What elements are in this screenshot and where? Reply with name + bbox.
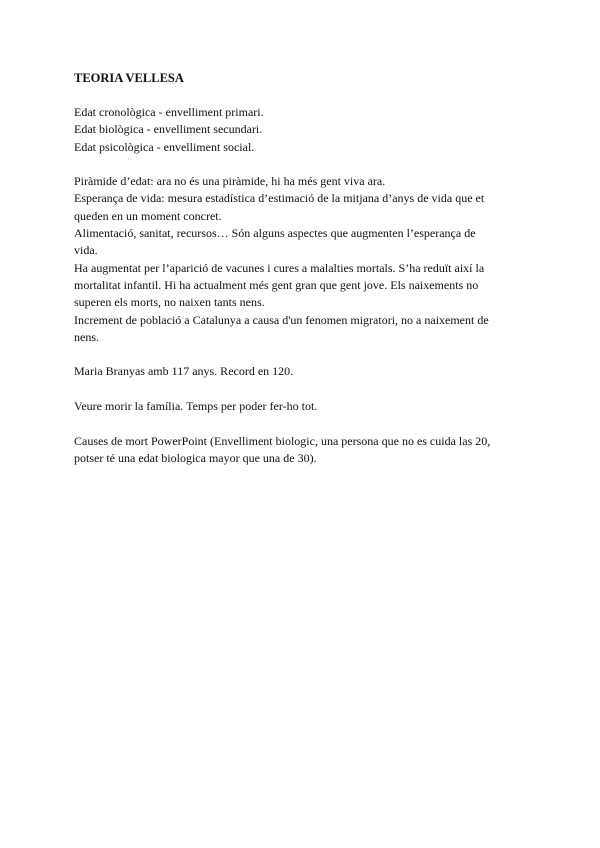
paragraph (74, 173, 534, 346)
paragraph (74, 363, 534, 380)
text-line: Edat cronològica - envelliment primari. (74, 105, 264, 119)
text-line: Edat psicològica - envelliment social. (74, 139, 255, 154)
text-line: Alimentació, sanitat, recursos… Són alguns aspectes que augmenten l’esperança de (74, 226, 476, 241)
document-body (74, 104, 534, 467)
text-line: vida. (74, 243, 98, 258)
text-line: Ha augmentat per l’aparició de vacunes i cures a malalties mortals. S’ha reduït així la (74, 260, 485, 275)
paragraph-gap (74, 381, 534, 398)
text-line: Esperança de vida: mesura estadística d’estimació de la mitjana d’anys de vida que et (74, 191, 485, 206)
paragraph-gap (74, 156, 534, 173)
text-line: nens. (74, 329, 99, 344)
document-title: TEORIA VELLESA (74, 71, 184, 85)
text-line: Maria Branyas amb 117 anys. Record en 120. (74, 364, 294, 379)
text-line: queden en un moment concret. (74, 208, 222, 223)
paragraph (74, 104, 534, 156)
text-line: Piràmide d’edat: ara no és una piràmide, hi ha més gent viva ara. (74, 174, 386, 189)
text-line: Increment de població a Catalunya a causa d'un fenomen migratori, no a naixement de (74, 312, 489, 327)
text-line: Edat biològica - envelliment secundari. (74, 122, 263, 137)
text-line: Veure morir la família. Temps per poder fer-ho tot. (74, 399, 318, 414)
text-line: mortalitat infantil. Hi ha actualment més gent gran que gent jove. Els naixements no (74, 277, 479, 292)
text-line: superen els morts, no naixen tants nens. (74, 295, 265, 310)
text-line: potser té una edat biologica mayor que una de 30). (74, 450, 317, 465)
text-line: Causes de mort PowerPoint (Envelliment biologic, una persona que no es cuida las 20, (74, 433, 491, 448)
paragraph (74, 433, 534, 468)
document-page (74, 70, 534, 467)
paragraph-gap (74, 415, 534, 432)
paragraph (74, 398, 534, 415)
paragraph-gap (74, 346, 534, 363)
